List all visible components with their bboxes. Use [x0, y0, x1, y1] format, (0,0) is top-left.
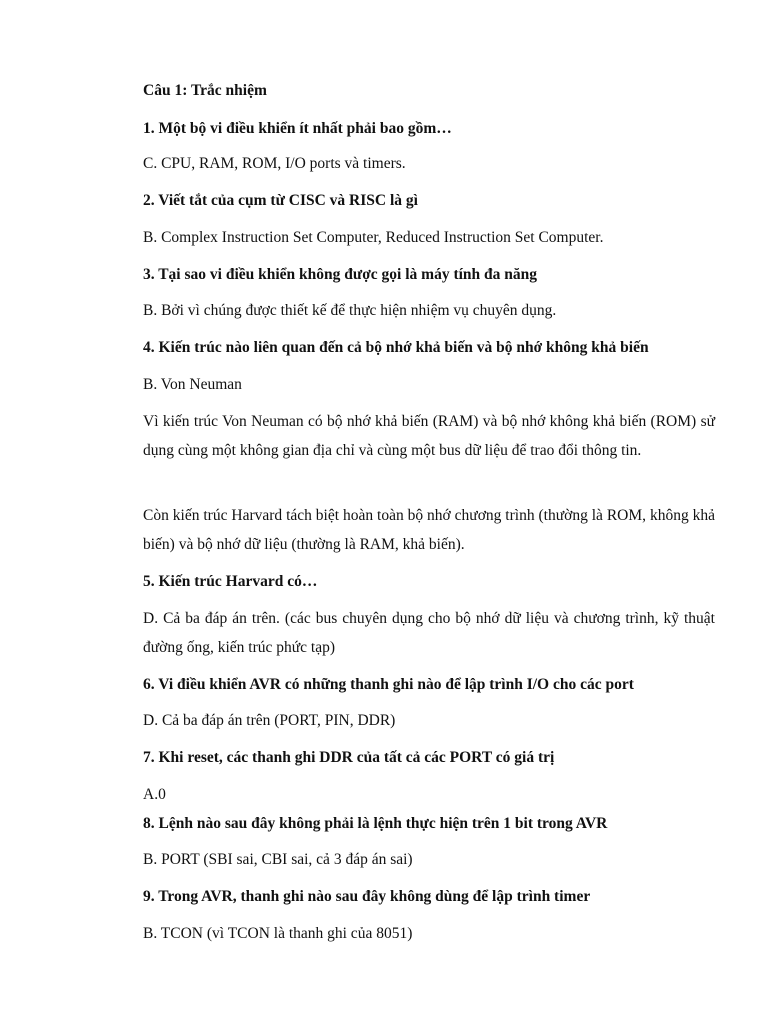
question-9: 9. Trong AVR, thanh ghi nào sau đây không dùng để lập trình timer — [143, 888, 591, 905]
answer-5: D. Cả ba đáp án trên. (các bus chuyên dụng cho bộ nhớ dữ liệu và chương trình, kỹ thuật đường ống, kiến trúc phức tạp) — [143, 610, 715, 656]
section-title: Câu 1: Trắc nhiệm — [143, 82, 267, 99]
question-6: 6. Vi điều khiển AVR có những thanh ghi nào để lập trình I/O cho các port — [143, 676, 634, 693]
question-5: 5. Kiến trúc Harvard có… — [143, 573, 318, 590]
answer-2: B. Complex Instruction Set Computer, Reduced Instruction Set Computer. — [143, 229, 604, 246]
answer-4: B. Von Neuman — [143, 376, 242, 393]
answer-6: D. Cả ba đáp án trên (PORT, PIN, DDR) — [143, 712, 396, 729]
answer-7: A.0 — [143, 786, 166, 803]
question-7: 7. Khi reset, các thanh ghi DDR của tất cả các PORT có giá trị — [143, 749, 555, 766]
question-8: 8. Lệnh nào sau đây không phải là lệnh thực hiện trên 1 bit trong AVR — [143, 815, 608, 832]
answer-3: B. Bởi vì chúng được thiết kế để thực hiện nhiệm vụ chuyên dụng. — [143, 302, 557, 319]
question-2: 2. Viết tắt của cụm từ CISC và RISC là gì — [143, 192, 418, 209]
explanation-4-paragraph-2: Còn kiến trúc Harvard tách biệt hoàn toàn bộ nhớ chương trình (thường là ROM, không khả biến) và bộ nhớ dữ liệu (thường là RAM, khả biến). — [143, 507, 715, 553]
question-3: 3. Tại sao vi điều khiển không được gọi là máy tính đa năng — [143, 266, 538, 283]
answer-8: B. PORT (SBI sai, CBI sai, cả 3 đáp án sai) — [143, 851, 413, 868]
answer-9: B. TCON (vì TCON là thanh ghi của 8051) — [143, 925, 413, 942]
question-4: 4. Kiến trúc nào liên quan đến cả bộ nhớ khả biến và bộ nhớ không khả biến — [143, 339, 649, 356]
answer-1: C. CPU, RAM, ROM, I/O ports và timers. — [143, 155, 406, 172]
explanation-4-paragraph-1: Vì kiến trúc Von Neuman có bộ nhớ khả biến (RAM) và bộ nhớ không khả biến (ROM) sử dụng cùng một không gian địa chỉ và cùng một bus dữ liệu để trao đổi thông tin. — [143, 413, 715, 459]
question-1: 1. Một bộ vi điều khiển ít nhất phải bao gồm… — [143, 120, 452, 137]
